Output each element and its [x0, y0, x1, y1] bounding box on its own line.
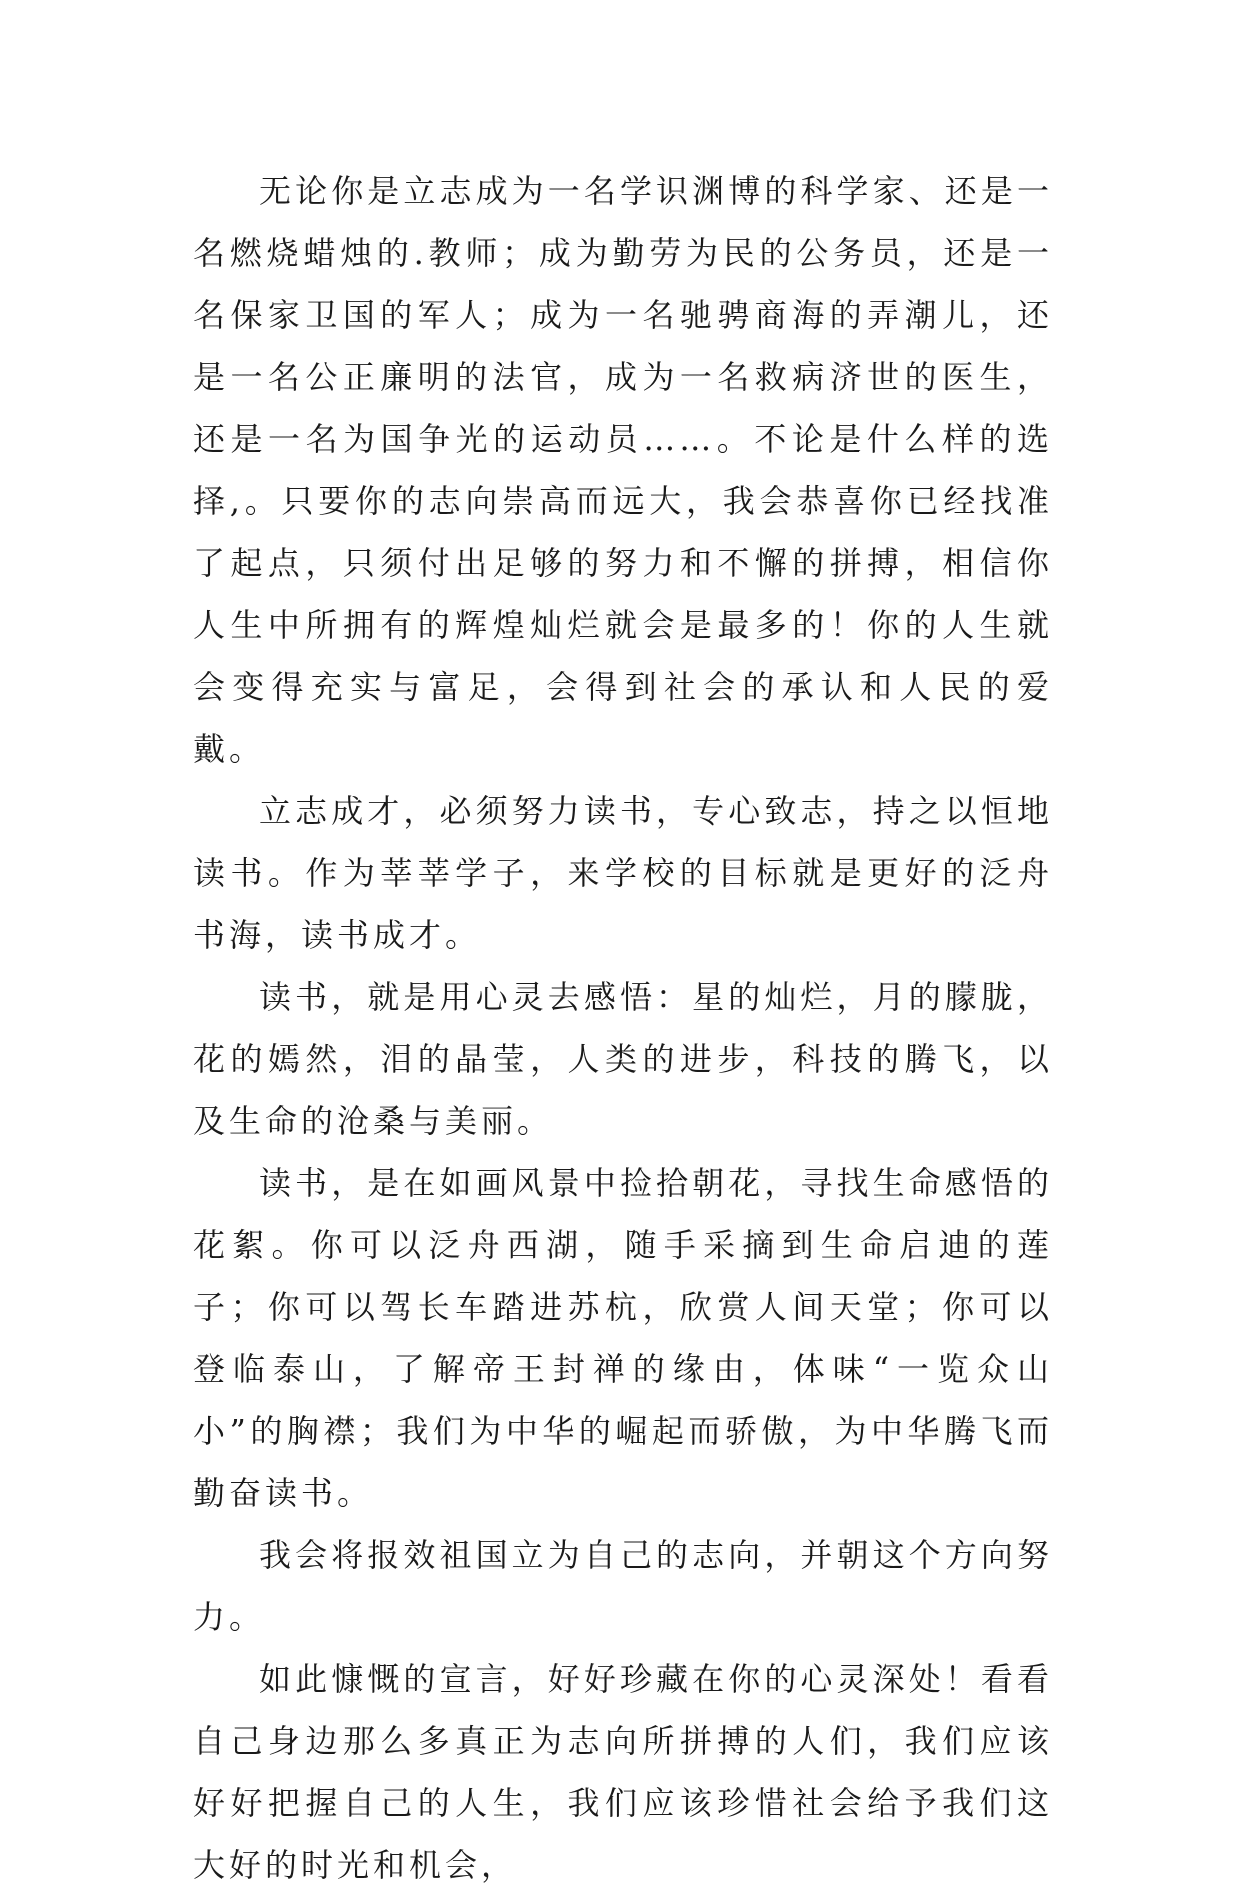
paragraph-reading-feeling: 读书，就是用心灵去感悟：星的灿烂，月的朦胧，花的嫣然，泪的晶莹，人类的进步，科技的腾飞，以及生命的沧桑与美丽。 [193, 978, 1053, 1140]
paragraph-reading-scenery: 读书，是在如画风景中捡拾朝花，寻找生命感悟的花絮。你可以泛舟西湖，随手采摘到生命启迪的莲子；你可以驾长车踏进苏杭，欣赏人间天堂；你可以登临泰山，了解帝王封禅的缘由，体味“一览众山小”的胸襟；我们为中华的崛起而骄傲，为中华腾飞而勤奋读书。 [193, 1164, 1053, 1512]
paragraph-aspirations: 无论你是立志成为一名学识渊博的科学家、还是一名燃烧蜡烛的.教师；成为勤劳为民的公务员，还是一名保家卫国的军人；成为一名驰骋商海的弄潮儿，还是一名公正廉明的法官，成为一名救病济世的医生，还是一名为国争光的运动员……。不论是什么样的选择,。只要你的志向崇高而远大，我会恭喜你已经找准了起点，只须付出足够的努力和不懈的拼搏，相信你人生中所拥有的辉煌灿烂就会是最多的！你的人生就会变得充实与富足，会得到社会的承认和人民的爱戴。 [193, 172, 1053, 768]
paragraph-serve-country: 我会将报效祖国立为自己的志向，并朝这个方向努力。 [193, 1536, 1053, 1636]
document-body [193, 160, 1053, 1896]
paragraph-declaration: 如此慷慨的宣言，好好珍藏在你的心灵深处！看看自己身边那么多真正为志向所拼搏的人们，我们应该好好把握自己的人生，我们应该珍惜社会给予我们这大好的时光和机会， [193, 1660, 1053, 1884]
paragraph-study-diligently: 立志成才，必须努力读书，专心致志，持之以恒地读书。作为莘莘学子，来学校的目标就是更好的泛舟书海，读书成才。 [193, 792, 1053, 954]
